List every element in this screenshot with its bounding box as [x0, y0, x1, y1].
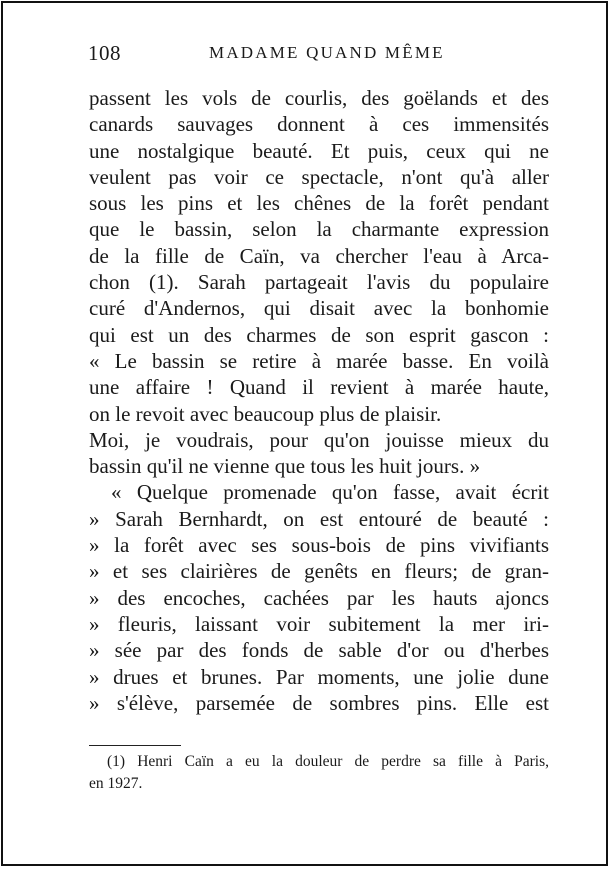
footnote-rule [89, 745, 181, 746]
text-line: » la forêt avec ses sous-bois de pins vivifiants [89, 533, 549, 558]
text-line: » Sarah Bernhardt, on est entouré de beauté : [89, 506, 549, 531]
text-line: passent les vols de courlis, des goëlands et des [89, 86, 549, 110]
text-line: curé d'Andernos, qui disait avec la bonhomie [89, 296, 549, 321]
text-line: » des encoches, cachées par les hauts ajoncs [89, 585, 549, 610]
text-line: canards sauvages donnent à ces immensités [89, 112, 549, 137]
text-line: « Le bassin se retire à marée basse. En voilà [89, 348, 549, 373]
text-line: veulent pas voir ce spectacle, n'ont qu'à aller [89, 164, 549, 189]
text-line: » s'élève, parsemée de sombres pins. Elle est [89, 690, 549, 715]
text-line: bassin qu'il ne vienne que tous les huit jours. » [89, 454, 481, 479]
text-line: » sée par des fonds de sable d'or ou d'herbes [89, 638, 549, 663]
page-number: 108 [88, 41, 121, 65]
text-line: qui est un des charmes de son esprit gascon : [89, 322, 549, 347]
text-line: une nostalgique beauté. Et puis, ceux qui ne [89, 138, 549, 163]
text-line: on le revoit avec beaucoup plus de plaisir. [89, 401, 442, 426]
text-line: une affaire ! Quand il revient à marée haute, [89, 375, 549, 400]
text-line: » et ses clairières de genêts en fleurs; de gran- [89, 559, 549, 584]
text-line: » fleuris, laissant voir subitement la mer iri- [89, 611, 549, 636]
running-title: MADAME QUAND MÊME [209, 43, 445, 62]
book-page [1, 1, 608, 866]
text-line: Moi, je voudrais, pour qu'on jouisse mieux du [89, 427, 549, 452]
footnote-line: (1) Henri Caïn a eu la douleur de perdre sa fille à Paris, [107, 753, 549, 770]
text-line: sous les pins et les chênes de la forêt pendant [89, 191, 549, 216]
text-line: de la fille de Caïn, va chercher l'eau à Arca- [89, 243, 549, 268]
footnote-line: en 1927. [89, 775, 143, 792]
text-line: chon (1). Sarah partageait l'avis du populaire [89, 270, 549, 295]
text-line: que le bassin, selon la charmante expression [89, 217, 549, 242]
footnote [89, 751, 549, 795]
body-text [89, 85, 549, 716]
page-header [3, 41, 606, 69]
text-line: » drues et brunes. Par moments, une jolie dune [89, 664, 549, 689]
text-line: « Quelque promenade qu'on fasse, avait écrit [111, 480, 549, 505]
